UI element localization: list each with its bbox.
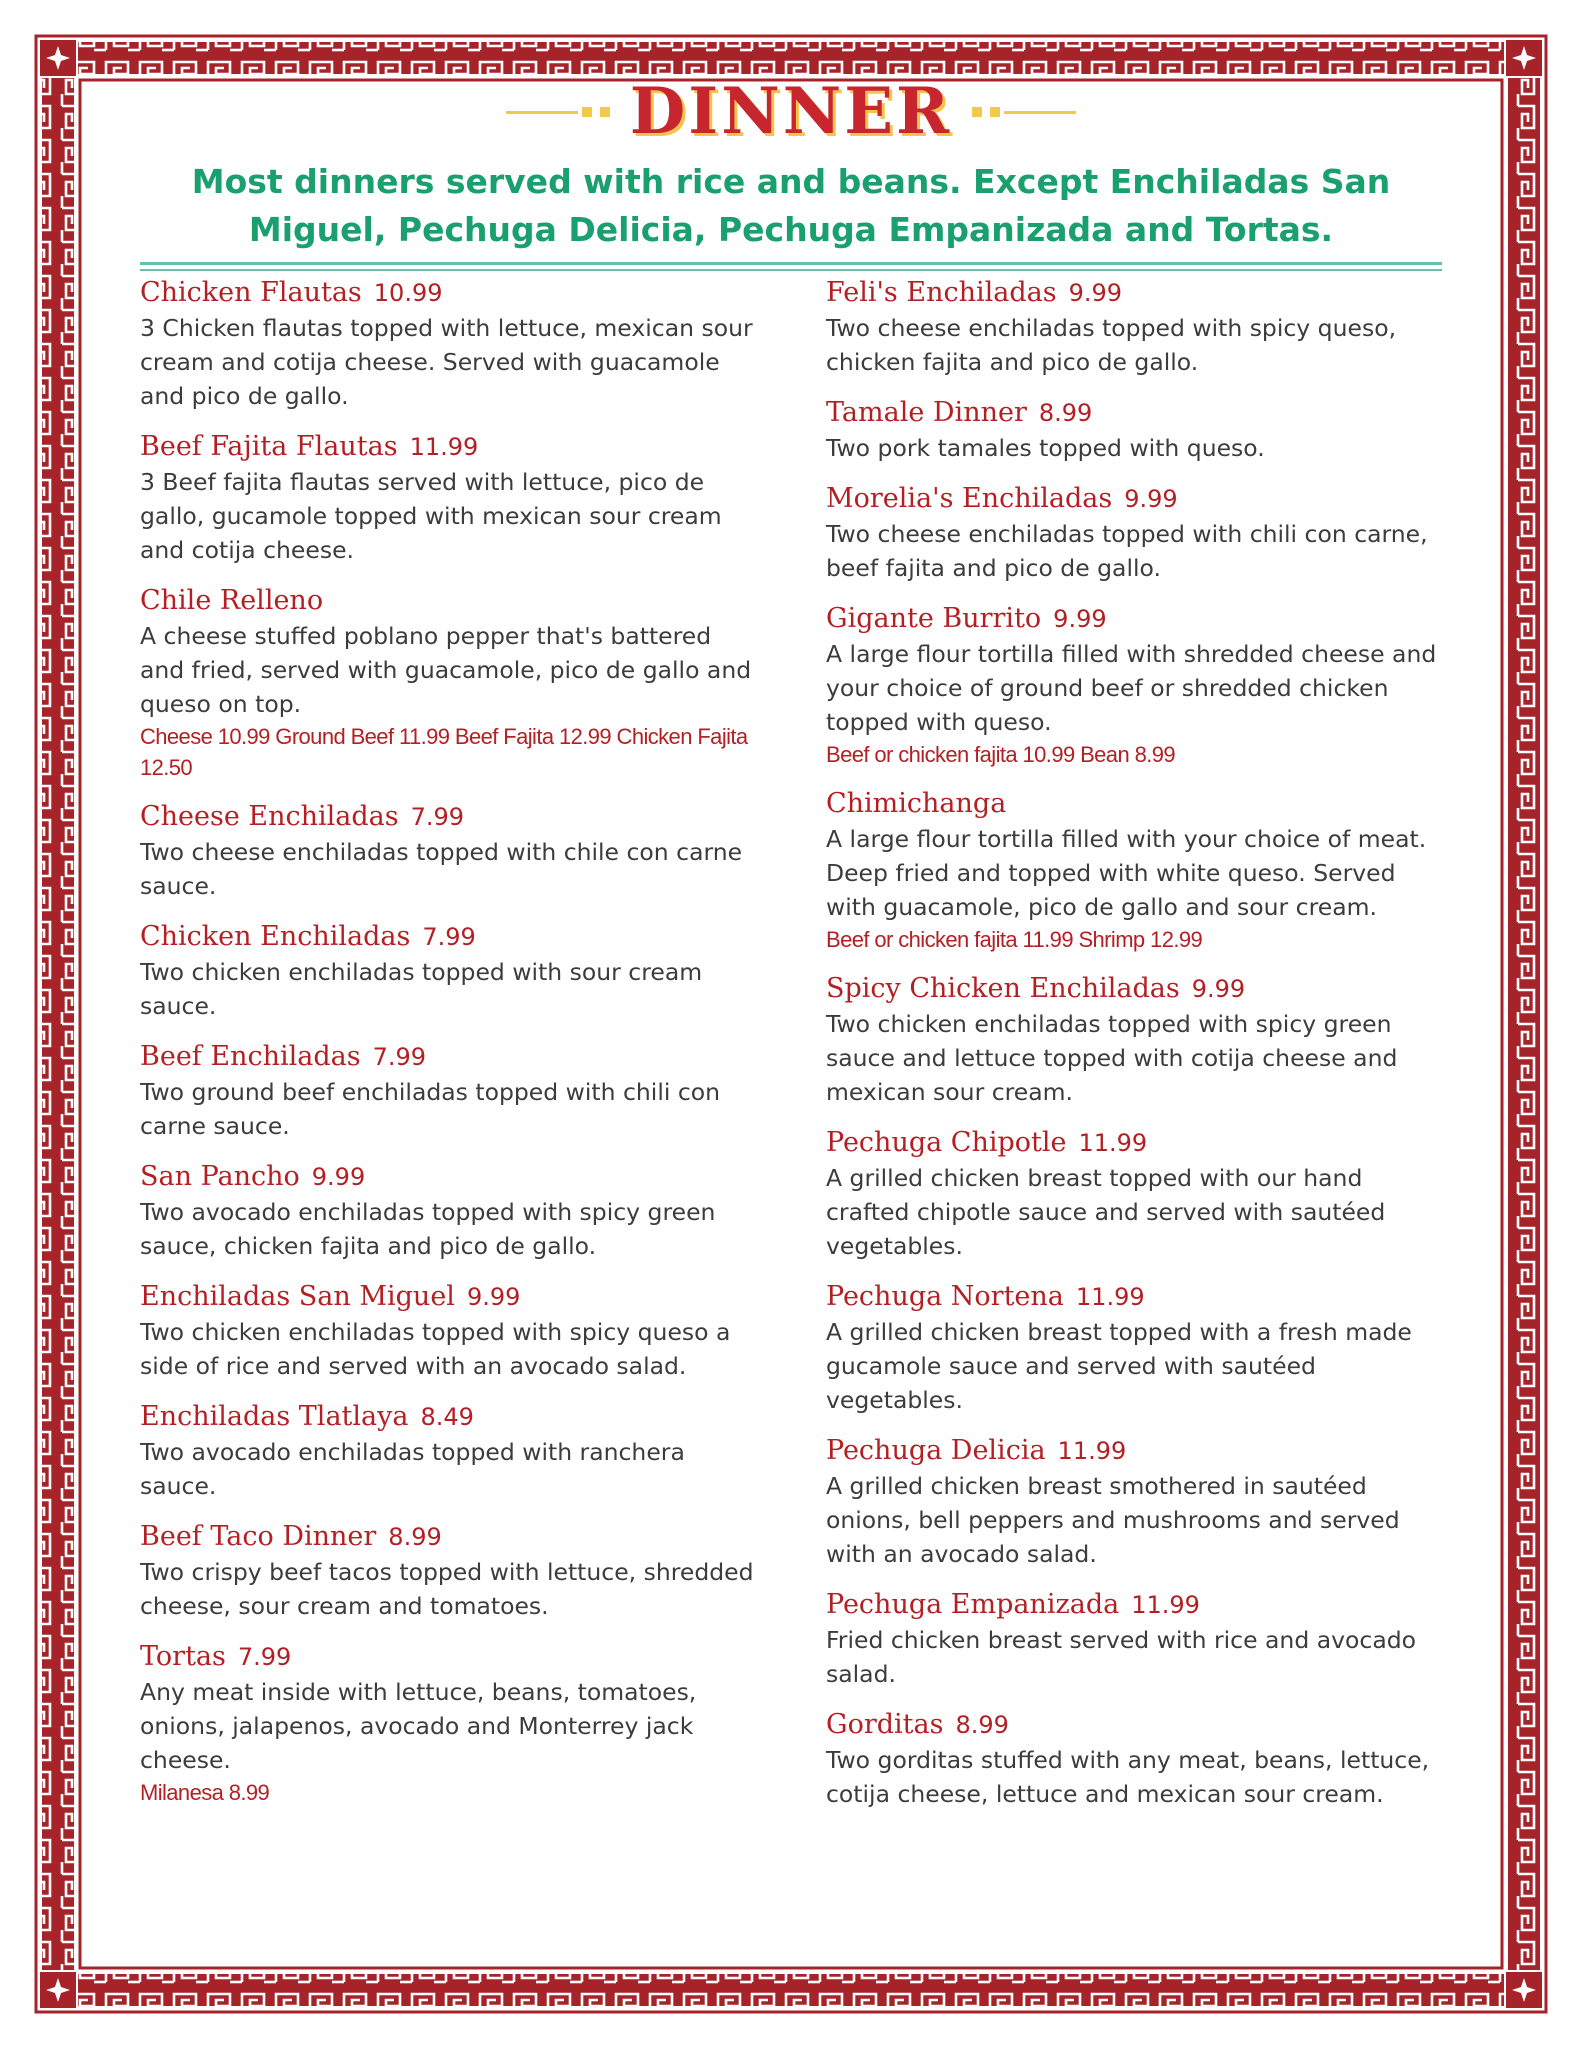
menu-item — [826, 395, 1442, 465]
item-description: A grilled chicken breast topped with a fresh made gucamole sauce and served with sautéed vegetables. — [826, 1318, 1412, 1414]
item-heading — [140, 1639, 756, 1675]
item-price: 8.49 — [420, 1403, 474, 1431]
item-price: 9.99 — [1053, 605, 1107, 633]
item-heading — [826, 275, 1442, 311]
item-description: Two chicken enchiladas topped with sour cream sauce. — [140, 958, 703, 1020]
menu-item — [826, 1707, 1442, 1811]
item-description: Two cheese enchiladas topped with spicy queso, chicken fajita and pico de gallo. — [826, 314, 1397, 376]
item-price: 9.99 — [311, 1163, 366, 1191]
item-heading — [826, 971, 1442, 1007]
item-price: 11.99 — [1057, 1437, 1127, 1465]
item-heading — [826, 1707, 1442, 1743]
item-price: 7.99 — [237, 1643, 292, 1671]
item-heading — [140, 1159, 756, 1195]
item-name: Feli's Enchiladas — [826, 277, 1057, 308]
item-description: Any meat inside with lettuce, beans, tomatoes, onions, jalapenos, avocado and Monterrey jack cheese. — [140, 1678, 697, 1774]
item-price: 7.99 — [372, 1043, 427, 1071]
menu-columns — [140, 275, 1442, 1827]
item-heading — [826, 601, 1442, 637]
menu-item — [140, 1399, 756, 1503]
corner-star-icon — [1506, 40, 1542, 76]
menu-item — [140, 583, 756, 783]
item-heading — [826, 395, 1442, 431]
item-name: Chicken Enchiladas — [140, 921, 411, 952]
border-right — [1508, 78, 1540, 1970]
item-price: 9.99 — [1068, 279, 1123, 307]
item-description: A cheese stuffed poblano pepper that's battered and fried, served with guacamole, pico de gallo and queso on top. — [140, 622, 752, 718]
header-line-right — [1004, 111, 1076, 114]
item-description: Two gorditas stuffed with any meat, beans, lettuce, cotija cheese, lettuce and mexican sour cream. — [826, 1746, 1430, 1808]
menu-item — [826, 1125, 1442, 1263]
item-price: 9.99 — [1124, 485, 1178, 513]
menu-item — [826, 786, 1442, 955]
header-dot-icon — [582, 107, 592, 117]
item-name: Chimichanga — [826, 788, 1007, 819]
item-heading — [826, 481, 1442, 517]
item-price: 11.99 — [409, 433, 479, 461]
item-name: Beef Fajita Flautas — [140, 431, 398, 462]
item-name: Chile Relleno — [140, 585, 324, 616]
item-heading — [140, 275, 756, 311]
item-name: Cheese Enchiladas — [140, 801, 399, 832]
item-heading — [140, 919, 756, 955]
menu-content — [140, 72, 1442, 1952]
menu-item — [826, 971, 1442, 1109]
corner-star-icon — [40, 40, 76, 76]
item-price: 11.99 — [1075, 1283, 1145, 1311]
item-description: Two avocado enchiladas topped with ranchera sauce. — [140, 1438, 685, 1500]
item-name: Tamale Dinner — [826, 397, 1027, 428]
item-heading — [826, 1587, 1442, 1623]
item-heading — [140, 1519, 756, 1555]
item-name: Beef Taco Dinner — [140, 1521, 377, 1552]
item-description: Two cheese enchiladas topped with chili con carne, beef fajita and pico de gallo. — [826, 520, 1428, 582]
header-dot-icon — [972, 107, 982, 117]
item-heading — [826, 786, 1442, 822]
menu-item — [140, 799, 756, 903]
menu-item — [826, 1587, 1442, 1691]
item-description: 3 Beef fajita flautas served with lettuce, pico de gallo, gucamole topped with mexican sour cream and cotija cheese. — [140, 468, 722, 564]
menu-item — [826, 601, 1442, 770]
item-heading — [140, 1039, 756, 1075]
item-name: Enchiladas Tlatlaya — [140, 1401, 409, 1432]
item-price: 11.99 — [1078, 1129, 1148, 1157]
menu-subtitle: Most dinners served with rice and beans. Except Enchiladas San Miguel, Pechuga Delicia, Pechuga Empanizada and Tortas. — [191, 162, 1391, 249]
item-description: A large flour tortilla filled with your choice of meat. Deep fried and topped with white queso. Served with guacamole, pico de gallo and sour cream. — [826, 825, 1427, 921]
divider — [140, 269, 1442, 271]
item-price: 8.99 — [955, 1711, 1009, 1739]
item-heading — [826, 1433, 1442, 1469]
menu-item — [826, 1279, 1442, 1417]
item-heading — [826, 1279, 1442, 1315]
item-description: Two chicken enchiladas topped with spicy queso a side of rice and served with an avocado salad. — [140, 1318, 731, 1380]
menu-item — [140, 1639, 756, 1808]
item-price-options: Beef or chicken fajita 11.99 Shrimp 12.99 — [826, 927, 1203, 952]
item-name: Chicken Flautas — [140, 277, 362, 308]
menu-item — [140, 1159, 756, 1263]
page-title: DINNER — [629, 74, 953, 149]
item-price: 10.99 — [373, 279, 443, 307]
item-price-options: Milanesa 8.99 — [140, 1780, 270, 1805]
menu-item — [826, 1433, 1442, 1571]
item-price: 9.99 — [1191, 975, 1246, 1003]
border-top — [78, 42, 1504, 74]
item-price-options: Cheese 10.99 Ground Beef 11.99 Beef Fajita 12.99 Chicken Fajita 12.50 — [140, 724, 748, 780]
item-name: Gorditas — [826, 1709, 944, 1740]
item-name: Morelia's Enchiladas — [826, 483, 1113, 514]
menu-item — [140, 429, 756, 567]
divider — [140, 262, 1442, 265]
item-description: A large flour tortilla filled with shredded cheese and your choice of ground beef or shredded chicken topped with queso. — [826, 640, 1437, 736]
border-left — [42, 78, 74, 1970]
header-dot-icon — [990, 107, 1000, 117]
item-description: Two ground beef enchiladas topped with chili con carne sauce. — [140, 1078, 721, 1140]
item-price: 8.99 — [388, 1523, 442, 1551]
item-description: Two cheese enchiladas topped with chile con carne sauce. — [140, 838, 743, 900]
item-description: Two chicken enchiladas topped with spicy green sauce and lettuce topped with cotija cheese and mexican sour cream. — [826, 1010, 1398, 1106]
menu-item — [140, 1039, 756, 1143]
item-heading — [140, 429, 756, 465]
item-name: San Pancho — [140, 1161, 300, 1192]
border-bottom — [78, 1974, 1504, 2006]
item-name: Gigante Burrito — [826, 603, 1042, 634]
menu-item — [140, 1519, 756, 1623]
item-heading — [140, 1399, 756, 1435]
menu-item — [140, 1279, 756, 1383]
item-heading — [826, 1125, 1442, 1161]
left-column — [140, 275, 756, 1827]
corner-star-icon — [1506, 1972, 1542, 2008]
item-name: Pechuga Nortena — [826, 1281, 1064, 1312]
item-price: 9.99 — [466, 1283, 521, 1311]
menu-item — [826, 275, 1442, 379]
item-name: Pechuga Chipotle — [826, 1127, 1067, 1158]
header-dot-icon — [600, 107, 610, 117]
menu-header — [140, 72, 1442, 152]
item-heading — [140, 1279, 756, 1315]
item-description: 3 Chicken flautas topped with lettuce, mexican sour cream and cotija cheese. Served with guacamole and pico de gallo. — [140, 314, 753, 410]
item-description: A grilled chicken breast smothered in sautéed onions, bell peppers and mushrooms and served with an avocado salad. — [826, 1472, 1400, 1568]
item-price-options: Beef or chicken fajita 10.99 Bean 8.99 — [826, 742, 1176, 767]
item-description: Fried chicken breast served with rice and avocado salad. — [826, 1626, 1417, 1688]
item-heading — [140, 583, 756, 619]
item-price: 7.99 — [422, 923, 476, 951]
item-name: Pechuga Empanizada — [826, 1589, 1120, 1620]
menu-item — [140, 275, 756, 413]
item-description: Two pork tamales topped with queso. — [826, 434, 1265, 462]
header-line-left — [506, 111, 578, 114]
menu-item — [140, 919, 756, 1023]
corner-star-icon — [40, 1972, 76, 2008]
item-name: Spicy Chicken Enchiladas — [826, 973, 1180, 1004]
item-name: Beef Enchiladas — [140, 1041, 361, 1072]
item-price: 8.99 — [1038, 399, 1093, 427]
item-price: 11.99 — [1131, 1591, 1200, 1619]
item-description: Two avocado enchiladas topped with spicy green sauce, chicken fajita and pico de gallo. — [140, 1198, 716, 1260]
item-name: Tortas — [140, 1641, 226, 1672]
item-name: Pechuga Delicia — [826, 1435, 1046, 1466]
item-description: Two crispy beef tacos topped with lettuce, shredded cheese, sour cream and tomatoes. — [140, 1558, 754, 1620]
menu-item — [826, 481, 1442, 585]
item-price: 7.99 — [410, 803, 465, 831]
item-description: A grilled chicken breast topped with our hand crafted chipotle sauce and served with sautéed vegetables. — [826, 1164, 1386, 1260]
item-name: Enchiladas San Miguel — [140, 1281, 455, 1312]
right-column — [826, 275, 1442, 1827]
item-heading — [140, 799, 756, 835]
